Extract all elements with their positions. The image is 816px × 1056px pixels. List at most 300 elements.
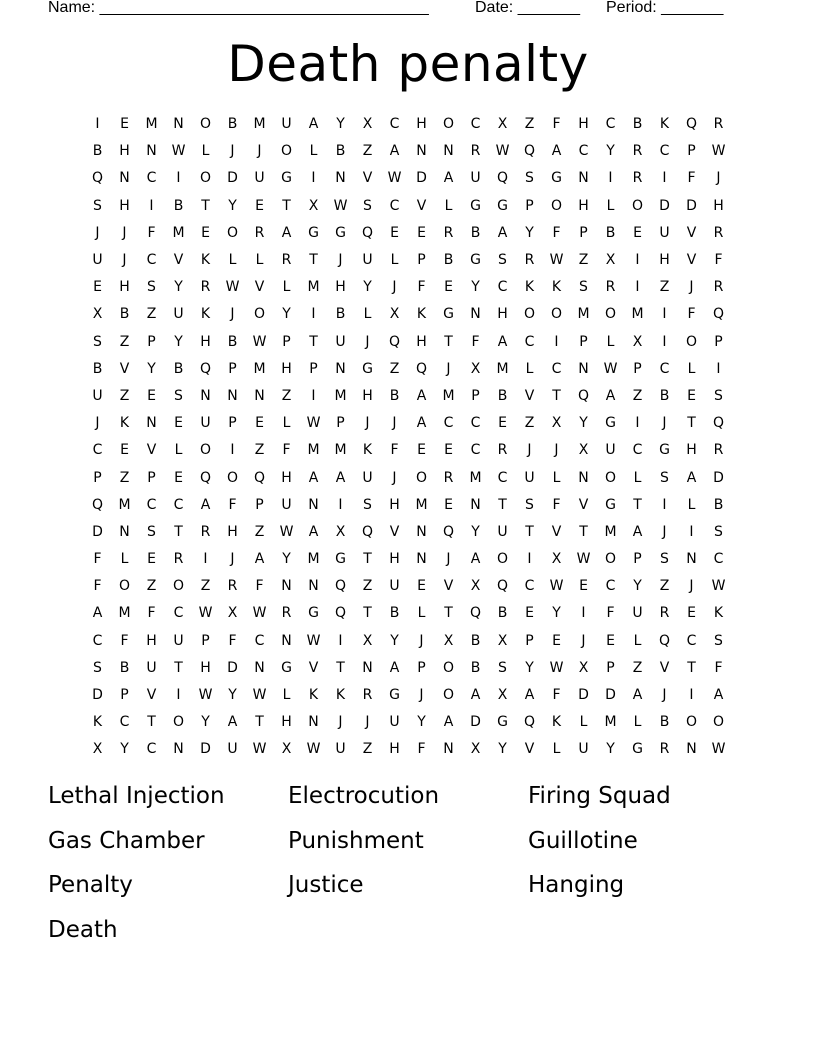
grid-letter: V (389, 523, 400, 540)
grid-letter: I (635, 279, 640, 296)
grid-letter: H (335, 279, 346, 296)
grid-letter: W (252, 605, 267, 622)
grid-letter: E (93, 279, 102, 296)
grid-letter: K (524, 279, 535, 296)
grid-letter: Q (712, 415, 725, 432)
word-list-item: Punishment (288, 827, 424, 854)
grid-letter: W (711, 741, 726, 758)
grid-letter: Y (606, 741, 615, 758)
grid-letter: E (147, 387, 156, 404)
grid-letter: N (686, 551, 697, 568)
grid-letter: N (119, 170, 130, 187)
grid-letter: I (689, 687, 694, 704)
grid-letter: J (662, 687, 667, 704)
grid-letter: N (578, 469, 589, 486)
grid-letter: U (146, 659, 157, 676)
grid-letter: M (415, 496, 428, 513)
grid-letter: C (173, 496, 184, 513)
grid-letter: P (417, 252, 426, 269)
grid-letter: A (308, 523, 319, 540)
grid-letter: P (282, 333, 291, 350)
grid-letter: V (659, 659, 670, 676)
grid-letter: O (118, 578, 131, 595)
grid-letter: M (334, 442, 347, 459)
grid-letter: G (443, 306, 454, 323)
grid-letter: V (443, 578, 454, 595)
grid-letter: Y (201, 714, 210, 731)
grid-letter: J (392, 279, 397, 296)
grid-letter: J (392, 415, 397, 432)
grid-letter: N (578, 170, 589, 187)
grid-letter: N (254, 659, 265, 676)
grid-letter: R (200, 279, 211, 296)
grid-letter: G (497, 197, 508, 214)
grid-row (84, 655, 732, 682)
grid-letter: F (228, 632, 237, 649)
grid-letter: F (552, 687, 561, 704)
grid-letter: U (335, 333, 346, 350)
grid-letter: T (174, 659, 183, 676)
grid-letter: T (363, 551, 372, 568)
grid-letter: O (226, 224, 239, 241)
grid-letter: J (662, 415, 667, 432)
grid-letter: Z (632, 387, 643, 404)
grid-letter: X (335, 523, 346, 540)
grid-letter: R (713, 442, 724, 459)
grid-letter: P (228, 360, 237, 377)
grid-letter: C (551, 360, 562, 377)
grid-letter: R (281, 605, 292, 622)
grid-letter: L (201, 143, 210, 160)
grid-letter: X (389, 306, 400, 323)
grid-letter: K (659, 116, 670, 133)
grid-letter: J (122, 252, 127, 269)
grid-row (84, 247, 732, 274)
grid-letter: T (633, 496, 642, 513)
grid-letter: N (470, 306, 481, 323)
grid-letter: B (335, 306, 346, 323)
grid-letter: X (443, 632, 454, 649)
grid-letter: O (550, 197, 563, 214)
grid-letter: B (497, 387, 508, 404)
grid-letter: C (659, 360, 670, 377)
grid-letter: I (635, 415, 640, 432)
grid-letter: G (308, 605, 319, 622)
grid-row (84, 329, 732, 356)
grid-letter: L (552, 741, 561, 758)
word-row (48, 821, 768, 866)
grid-letter: N (281, 632, 292, 649)
grid-letter: H (227, 523, 238, 540)
grid-letter: W (252, 687, 267, 704)
grid-letter: J (419, 687, 424, 704)
grid-letter: N (416, 551, 427, 568)
grid-letter: O (442, 687, 455, 704)
grid-letter: G (362, 360, 373, 377)
grid-letter: U (632, 605, 643, 622)
grid-letter: V (686, 252, 697, 269)
grid-letter: C (578, 143, 589, 160)
grid-letter: H (389, 551, 400, 568)
grid-letter: T (525, 523, 534, 540)
grid-letter: S (147, 279, 156, 296)
grid-letter: J (338, 252, 343, 269)
grid-letter: D (470, 714, 481, 731)
grid-letter: A (389, 143, 400, 160)
grid-letter: L (552, 469, 561, 486)
grid-letter: Z (254, 442, 265, 459)
grid-letter: B (173, 197, 184, 214)
grid-letter: Y (525, 224, 534, 241)
grid-letter: O (172, 578, 185, 595)
grid-letter: V (308, 659, 319, 676)
grid-letter: H (578, 197, 589, 214)
grid-letter: U (389, 578, 400, 595)
grid-letter: E (417, 442, 426, 459)
grid-letter: V (524, 387, 535, 404)
grid-letter: A (254, 551, 265, 568)
word-list-item: Death (48, 916, 118, 943)
grid-letter: H (146, 632, 157, 649)
grid-letter: C (92, 442, 103, 459)
grid-letter: C (659, 143, 670, 160)
grid-letter: T (147, 714, 156, 731)
grid-letter: N (686, 741, 697, 758)
grid-letter: E (390, 224, 399, 241)
grid-letter: X (281, 741, 292, 758)
grid-letter: J (95, 415, 100, 432)
word-list-item: Lethal Injection (48, 783, 225, 809)
grid-letter: V (686, 224, 697, 241)
grid-letter: N (416, 143, 427, 160)
grid-letter: I (716, 360, 721, 377)
grid-letter: Q (712, 306, 725, 323)
grid-letter: F (714, 252, 723, 269)
grid-letter: B (605, 224, 616, 241)
grid-letter: N (308, 578, 319, 595)
grid-letter: F (120, 632, 129, 649)
grid-letter: I (149, 197, 154, 214)
grid-letter: G (497, 714, 508, 731)
grid-letter: U (497, 523, 508, 540)
grid-letter: T (363, 605, 372, 622)
grid-letter: H (119, 143, 130, 160)
grid-letter: W (711, 578, 726, 595)
grid-letter: Y (417, 714, 426, 731)
grid-letter: O (253, 306, 266, 323)
grid-letter: G (308, 224, 319, 241)
grid-letter: E (417, 224, 426, 241)
grid-letter: B (119, 659, 130, 676)
grid-row (84, 437, 732, 464)
grid-letter: Q (199, 360, 212, 377)
grid-letter: H (362, 387, 373, 404)
grid-letter: N (335, 170, 346, 187)
grid-letter: G (335, 551, 346, 568)
grid-row (84, 274, 732, 301)
grid-letter: N (146, 143, 157, 160)
grid-letter: O (496, 551, 509, 568)
grid-letter: Q (496, 170, 509, 187)
grid-row (84, 220, 732, 247)
grid-letter: L (174, 442, 183, 459)
word-list-item: Guillotine (528, 827, 638, 854)
grid-letter: T (309, 333, 318, 350)
grid-letter: O (442, 116, 455, 133)
grid-letter: P (633, 551, 642, 568)
grid-letter: A (200, 496, 211, 513)
grid-letter: F (687, 170, 696, 187)
grid-letter: U (659, 224, 670, 241)
grid-letter: X (470, 741, 481, 758)
grid-row (84, 193, 732, 220)
grid-letter: Z (362, 741, 373, 758)
grid-letter: Y (471, 523, 480, 540)
grid-letter: X (470, 360, 481, 377)
grid-letter: R (605, 279, 616, 296)
grid-letter: T (552, 387, 561, 404)
grid-letter: A (497, 333, 508, 350)
grid-letter: J (230, 306, 235, 323)
grid-letter: W (549, 578, 564, 595)
grid-letter: H (281, 469, 292, 486)
grid-letter: Z (119, 387, 130, 404)
grid-letter: C (497, 469, 508, 486)
grid-letter: M (145, 116, 158, 133)
grid-letter: S (93, 659, 102, 676)
grid-letter: A (308, 469, 319, 486)
grid-letter: E (417, 578, 426, 595)
grid-letter: C (497, 279, 508, 296)
grid-letter: P (309, 360, 318, 377)
grid-letter: A (443, 714, 454, 731)
grid-letter: N (443, 143, 454, 160)
grid-letter: L (255, 252, 264, 269)
grid-letter: J (365, 714, 370, 731)
grid-letter: F (417, 741, 426, 758)
grid-letter: C (524, 333, 535, 350)
grid-row (84, 628, 732, 655)
grid-letter: C (92, 632, 103, 649)
grid-letter: O (604, 469, 617, 486)
grid-letter: F (390, 442, 399, 459)
grid-letter: C (119, 714, 130, 731)
grid-row (84, 410, 732, 437)
grid-letter: W (711, 143, 726, 160)
grid-letter: U (173, 306, 184, 323)
grid-letter: O (685, 714, 698, 731)
grid-letter: E (606, 632, 615, 649)
grid-letter: H (713, 197, 724, 214)
grid-letter: A (443, 170, 454, 187)
grid-letter: H (686, 442, 697, 459)
grid-row (84, 600, 732, 627)
grid-letter: I (338, 632, 343, 649)
grid-letter: E (498, 415, 507, 432)
grid-letter: J (419, 632, 424, 649)
grid-letter: Q (469, 605, 482, 622)
grid-letter: U (254, 170, 265, 187)
grid-letter: Z (524, 415, 535, 432)
student-info-header (48, 0, 748, 20)
grid-letter: A (92, 605, 103, 622)
grid-letter: T (174, 523, 183, 540)
grid-row (84, 383, 732, 410)
grid-letter: Y (579, 415, 588, 432)
grid-letter: E (687, 387, 696, 404)
word-list-item: Firing Squad (528, 783, 671, 809)
grid-letter: F (147, 224, 156, 241)
grid-letter: M (604, 523, 617, 540)
grid-letter: R (632, 170, 643, 187)
grid-letter: A (605, 387, 616, 404)
grid-letter: B (659, 387, 670, 404)
grid-letter: R (281, 252, 292, 269)
grid-letter: E (552, 632, 561, 649)
word-list-item: Penalty (48, 872, 133, 898)
grid-letter: Y (498, 741, 507, 758)
grid-letter: Q (415, 360, 428, 377)
grid-letter: C (173, 605, 184, 622)
word-list-item: Hanging (528, 872, 625, 898)
grid-letter: F (606, 605, 615, 622)
grid-letter: S (363, 197, 372, 214)
grid-letter: P (255, 496, 264, 513)
grid-letter: Y (633, 578, 642, 595)
grid-row (84, 736, 732, 763)
grid-letter: R (713, 279, 724, 296)
grid-letter: L (417, 605, 426, 622)
grid-letter: B (173, 360, 184, 377)
word-row (48, 776, 768, 821)
grid-letter: Q (91, 170, 104, 187)
grid-letter: X (227, 605, 238, 622)
grid-letter: B (470, 632, 481, 649)
grid-letter: J (689, 279, 694, 296)
grid-letter: Z (119, 333, 130, 350)
grid-letter: D (92, 687, 103, 704)
date-field: Date: _______ (475, 0, 580, 16)
grid-letter: O (199, 442, 212, 459)
grid-letter: X (632, 333, 643, 350)
grid-letter: I (176, 687, 181, 704)
word-list (48, 776, 768, 954)
grid-letter: M (172, 224, 185, 241)
grid-letter: V (551, 523, 562, 540)
grid-letter: U (281, 116, 292, 133)
grid-letter: D (605, 687, 616, 704)
grid-letter: R (470, 143, 481, 160)
grid-letter: H (659, 252, 670, 269)
grid-letter: J (122, 224, 127, 241)
grid-letter: T (309, 252, 318, 269)
grid-letter: C (146, 496, 157, 513)
grid-letter: L (633, 714, 642, 731)
grid-letter: K (200, 252, 211, 269)
grid-letter: R (443, 469, 454, 486)
grid-letter: E (444, 496, 453, 513)
grid-letter: U (362, 469, 373, 486)
grid-letter: P (417, 659, 426, 676)
grid-letter: B (632, 116, 643, 133)
grid-letter: B (470, 224, 481, 241)
grid-letter: Y (228, 687, 237, 704)
grid-letter: W (252, 741, 267, 758)
grid-letter: J (689, 578, 694, 595)
grid-letter: N (470, 496, 481, 513)
grid-letter: X (497, 116, 508, 133)
grid-letter: X (362, 632, 373, 649)
grid-letter: Z (146, 578, 157, 595)
grid-letter: G (281, 659, 292, 676)
grid-letter: U (92, 252, 103, 269)
grid-letter: R (173, 551, 184, 568)
grid-letter: B (389, 605, 400, 622)
grid-letter: N (416, 523, 427, 540)
grid-letter: G (470, 252, 481, 269)
grid-letter: O (415, 469, 428, 486)
grid-letter: M (253, 360, 266, 377)
grid-letter: Q (361, 224, 374, 241)
grid-letter: D (713, 469, 724, 486)
grid-letter: Y (606, 143, 615, 160)
grid-letter: Y (390, 632, 399, 649)
grid-letter: U (227, 741, 238, 758)
grid-letter: O (550, 306, 563, 323)
grid-letter: G (281, 170, 292, 187)
grid-letter: G (470, 197, 481, 214)
grid-letter: J (95, 224, 100, 241)
grid-letter: E (444, 279, 453, 296)
grid-letter: P (228, 415, 237, 432)
grid-letter: Q (442, 523, 455, 540)
grid-letter: C (605, 578, 616, 595)
grid-letter: D (92, 523, 103, 540)
grid-letter: F (552, 116, 561, 133)
grid-letter: O (442, 659, 455, 676)
grid-letter: P (93, 469, 102, 486)
grid-letter: A (524, 687, 535, 704)
grid-letter: Y (147, 360, 156, 377)
grid-letter: L (282, 415, 291, 432)
grid-letter: L (120, 551, 129, 568)
grid-letter: Z (578, 252, 589, 269)
grid-row (84, 165, 732, 192)
grid-letter: J (446, 360, 451, 377)
grid-letter: C (146, 170, 157, 187)
grid-letter: Q (361, 523, 374, 540)
grid-letter: B (389, 387, 400, 404)
grid-letter: J (257, 143, 262, 160)
grid-letter: N (335, 360, 346, 377)
grid-letter: J (446, 551, 451, 568)
grid-letter: L (282, 279, 291, 296)
grid-letter: S (147, 523, 156, 540)
grid-letter: Z (524, 116, 535, 133)
grid-letter: X (578, 659, 589, 676)
grid-letter: V (254, 279, 265, 296)
grid-letter: C (713, 551, 724, 568)
grid-letter: V (524, 741, 535, 758)
grid-letter: A (308, 116, 319, 133)
grid-letter: I (311, 387, 316, 404)
grid-letter: I (95, 116, 100, 133)
grid-letter: L (633, 469, 642, 486)
word-row (48, 865, 768, 910)
grid-letter: K (551, 714, 562, 731)
grid-letter: I (203, 551, 208, 568)
grid-letter: M (631, 306, 644, 323)
